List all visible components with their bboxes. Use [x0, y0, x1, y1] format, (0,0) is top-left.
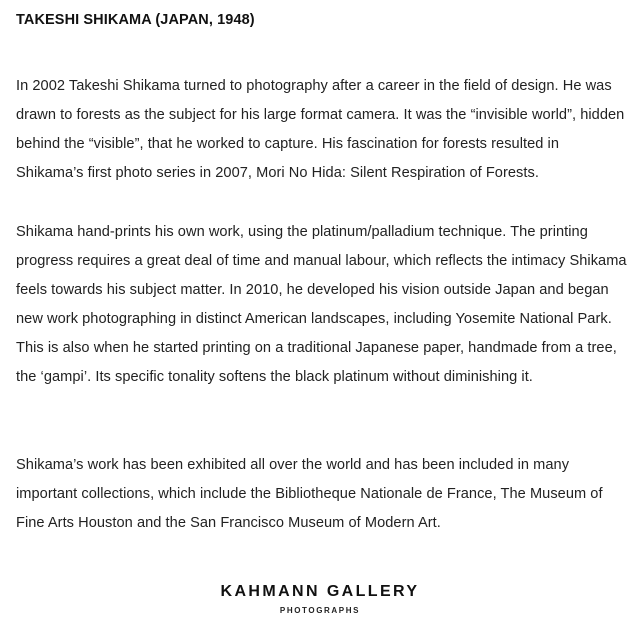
gallery-logo — [0, 582, 640, 616]
gallery-logo-name: KAHMANN GALLERY — [220, 583, 420, 600]
bio-paragraph-technique: Shikama hand-prints his own work, using the platinum/palladium technique. The printing progress requires a great deal of time and manual labour, which reflects the intimacy Shikama feels towards his subject matter. In 2010, he developed his vision outside Japan and began new work photographing in distinct American landscapes, including Yosemite National Park. This is also when he started printing on a traditional Japanese paper, handmade from a tree, the ‘gampi’. Its specific tonality softens the black platinum without diminishing it. — [16, 224, 627, 385]
bio-paragraph-exhibitions: Shikama’s work has been exhibited all over the world and has been included in many important collections, which include the Bibliotheque Nationale de France, The Museum of Fine Arts Houston and the San Francisco Museum of Modern Art. — [16, 457, 603, 531]
artist-heading: TAKESHI SHIKAMA (JAPAN, 1948) — [16, 12, 255, 28]
bio-paragraph-career: In 2002 Takeshi Shikama turned to photography after a career in the field of design. He was drawn to forests as the subject for his large format camera. It was the “invisible world”, hidden behind the “visible”, that he worked to capture. His fascination for forests resulted in Shikama’s first photo series in 2007, Mori No Hida: Silent Respiration of Forests. — [16, 78, 625, 181]
gallery-logo-subtitle: PHOTOGRAPHS — [279, 606, 361, 615]
